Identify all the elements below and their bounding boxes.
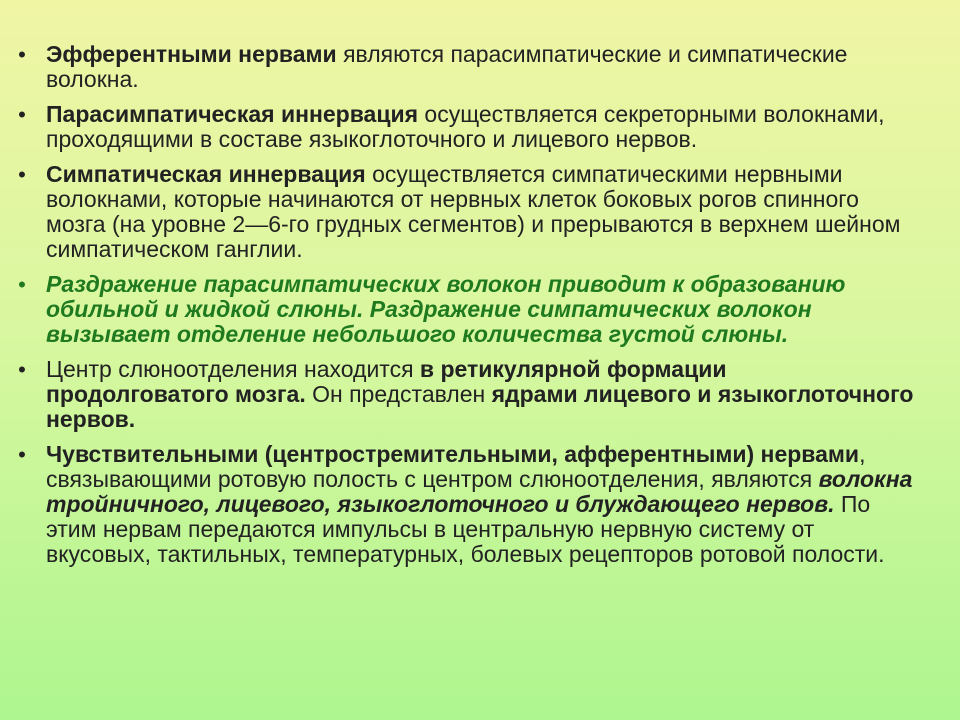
term-sensory-nerves: Чувствительными (центростремительными, афферентными) нервами [46, 441, 860, 467]
bullet-marker: • [18, 162, 26, 187]
bullet-marker: • [18, 357, 26, 382]
term-parasympathetic-innervation: Парасимпатическая иннервация [46, 101, 419, 127]
bullet-list [14, 42, 914, 577]
term-nerve-fibers: волокна тройничного, лицевого, языкоглоточного и блуждающего нервов. [46, 466, 913, 517]
bullet-marker: • [18, 442, 26, 467]
term-sympathetic-innervation: Симпатическая иннервация [46, 161, 366, 187]
highlight-stimulation-effect: Раздражение парасимпатических волокон приводит к образованию обильной и жидкой слюны. Раздражение симпатических волокон вызывает отделение небольшого количества густой слюны. [46, 271, 846, 347]
bullet-marker: • [18, 272, 26, 297]
bullet-marker: • [18, 102, 26, 127]
bullet-sensory-nerves [14, 442, 914, 567]
bullet-text: осуществляется симпатическими нервными волокнами, которые начинаются от нервных клеток боковых рогов спинного мозга (на уровне 2—6-го грудных сегментов) и прерываются в верхнем шейном симпатическом ганглии. [46, 161, 901, 262]
term-reticular-formation: в ретикулярной формации продолговатого мозга. [46, 356, 727, 407]
bullet-text: являются парасимпатические и симпатические волокна. [46, 41, 848, 92]
bullet-text: По этим нервам передаются импульсы в центральную нервную систему от вкусовых, тактильных, температурных, болевых рецепторов ротовой полости. [46, 491, 885, 567]
bullet-text: , связывающими ротовую полость с центром слюноотделения, являются [46, 441, 866, 492]
bullet-parasympathetic-innervation [14, 102, 914, 152]
bullet-marker: • [18, 42, 26, 67]
term-nerve-nuclei: ядрами лицевого и языкоглоточного нервов. [46, 381, 914, 432]
bullet-salivation-center [14, 357, 914, 432]
bullet-sympathetic-innervation [14, 162, 914, 262]
bullet-text: осуществляется секреторными волокнами, проходящими в составе языкоглоточного и лицевого нервов. [46, 101, 885, 152]
bullet-text: Центр слюноотделения находится [46, 356, 420, 382]
bullet-text: Он представлен [305, 381, 492, 407]
bullet-stimulation-effect [14, 272, 914, 347]
bullet-efferent-nerves [14, 42, 914, 92]
term-efferent-nerves: Эфферентными нервами [46, 41, 337, 67]
